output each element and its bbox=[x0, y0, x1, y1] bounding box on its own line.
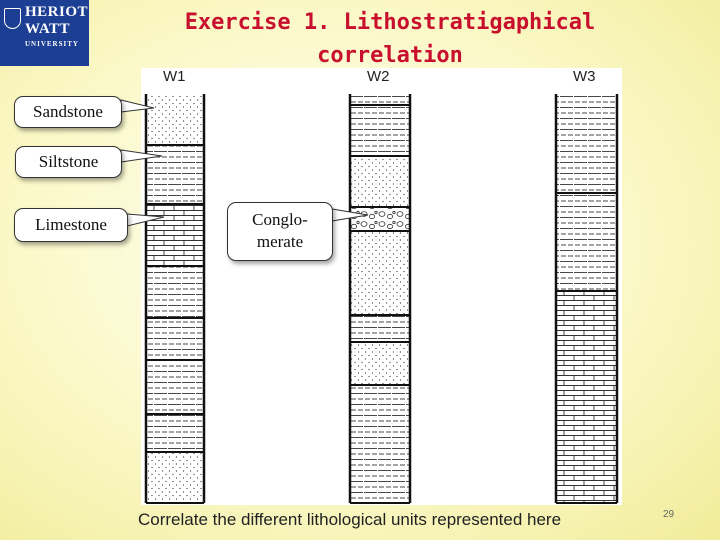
well-label-w3: W3 bbox=[573, 68, 596, 85]
logo-line-3: UNIVERSITY bbox=[25, 40, 79, 48]
callout-sandstone: Sandstone bbox=[14, 96, 122, 128]
logo-line-1: HERIOT bbox=[25, 4, 89, 20]
conglomerate-line-2: merate bbox=[256, 232, 304, 251]
sandstone-pointer bbox=[121, 100, 154, 112]
page-number: 29 bbox=[663, 509, 675, 520]
conglomerate-line-1: Conglo- bbox=[252, 210, 308, 229]
title-line-2: correlation bbox=[317, 43, 463, 68]
well-label-w2: W2 bbox=[367, 68, 390, 85]
callout-conglomerate bbox=[227, 202, 333, 261]
logo-line-2: WATT bbox=[25, 21, 71, 37]
slide-caption: Correlate the different lithological units represented here bbox=[138, 510, 562, 529]
title-line-1: Exercise 1. Lithostratigaphical bbox=[184, 10, 596, 35]
well-label-w1: W1 bbox=[163, 68, 186, 85]
limestone-pointer bbox=[127, 214, 164, 226]
conglomerate-pointer bbox=[332, 209, 368, 221]
callout-siltstone: Siltstone bbox=[15, 146, 122, 178]
siltstone-pointer bbox=[121, 150, 162, 162]
callout-limestone: Limestone bbox=[14, 208, 128, 242]
